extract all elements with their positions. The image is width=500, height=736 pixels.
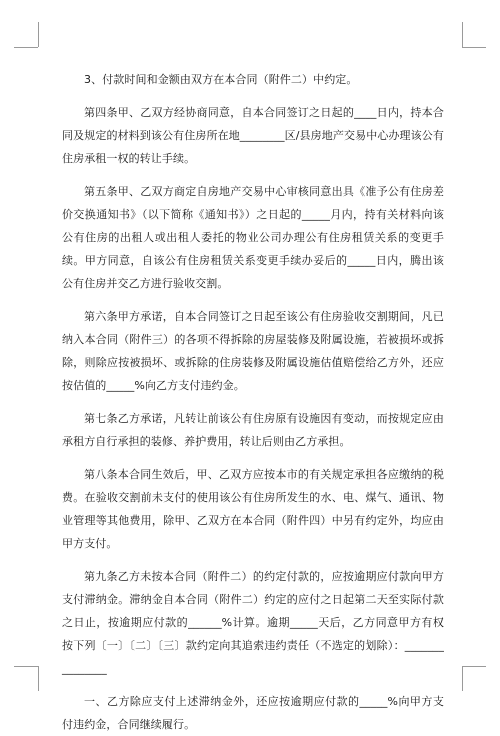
clause-article-6: 第六条甲方承诺，自本合同签订之日起至该公有住房验收交割期间，凡已纳入本合同（附件三）的各项不得拆除的房屋装修及附属设施，若被损坏或拆除，则除应按被损坏、或拆除的住房装修及附属设施估值赔偿给乙方外，还应按估值的_____%向乙方支付违约金。	[62, 310, 444, 392]
crop-mark-bottom-left-h	[14, 666, 38, 667]
clause-payment-terms: 3、付款时间和金额由双方在本合同（附件二）中约定。	[84, 73, 358, 86]
crop-mark-bottom-right-h	[462, 666, 486, 667]
clause-article-8: 第八条本合同生效后，甲、乙双方应按本市的有关规定承担各应缴纳的税费。在验收交割前未支付的使用该公有住房所发生的水、电、煤气、通讯、物业管理等其他费用，除甲、乙双方在本合同（附件四）中另有约定外，均应由甲方支付。	[62, 468, 444, 550]
crop-mark-top-right-h	[462, 47, 486, 48]
crop-mark-top-right-v	[462, 22, 463, 47]
crop-mark-top-left-h	[14, 47, 38, 48]
clause-article-4: 第四条甲、乙双方经协商同意，自本合同签订之日起的____日内，持本合同及规定的材料到该公有住房所在地________区/县房地产交易中心办理该公有住房承租一权的转让手续。	[62, 106, 444, 165]
clause-article-9-item-1: 一、乙方除应支付上述滞纳金外，还应按逾期应付款的_____%向甲方支付违约金，合同继续履行。	[62, 695, 444, 731]
document-body	[62, 68, 444, 736]
clause-article-7: 第七条乙方承诺，凡转让前该公有住房原有设施因有变动，而按规定应由承租方自行承担的装修、养护费用，转让后则由乙方承担。	[62, 412, 444, 448]
crop-mark-top-left-v	[38, 22, 39, 47]
crop-mark-bottom-left-v	[38, 666, 39, 691]
clause-article-9: 第九条乙方未按本合同（附件二）的约定付款的，应按逾期应付款向甲方支付滞纳金。滞纳金自本合同（附件二）约定的应付之日起第二天至实际付款之日止，按逾期应付款的______%计算。逾期_____天后，乙方同意甲方有权按下列〔一〕〔二〕〔三〕款约定向其追索违约责任（不选定的划除）：_______________	[62, 570, 444, 675]
crop-mark-bottom-right-v	[462, 666, 463, 691]
clause-article-5: 第五条甲、乙双方商定自房地产交易中心审核同意出具《准予公有住房差价交换通知书》（以下简称《通知书》）之日起的_____月内，持有关材料向该公有住房的出租人或出租人委托的物业公司办理公有住房租赁关系的变更手续。甲方同意，自该公有住房租赁关系变更手续办妥后的_____日内，腾出该公有住房并交乙方进行验收交割。	[62, 185, 444, 290]
